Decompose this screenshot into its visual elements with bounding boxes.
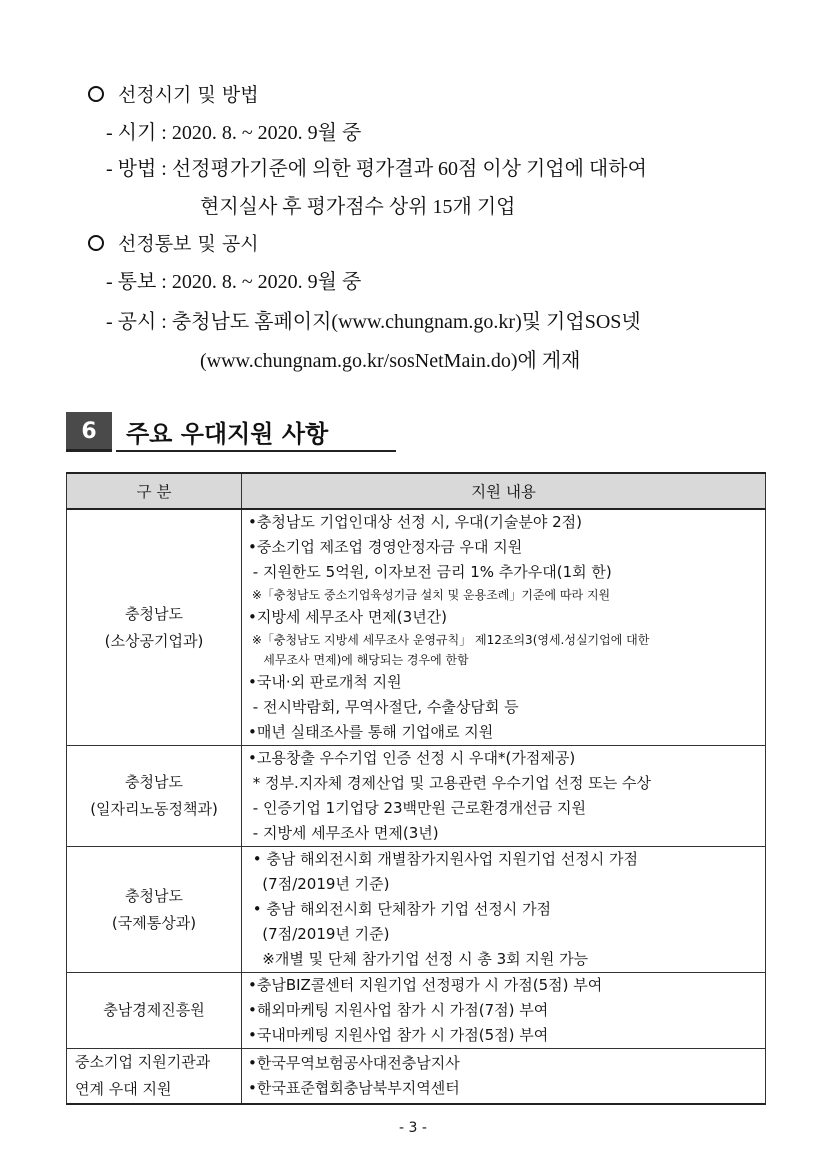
category-line: 중소기업 지원기관과 [75, 1053, 211, 1071]
row-category [67, 847, 242, 973]
section-underline [116, 450, 396, 452]
row-content [242, 973, 766, 1049]
category-line: 충청남도 [125, 604, 183, 623]
category-line: 충남경제진흥원 [103, 1001, 205, 1019]
content-line: - 인증기업 1기업당 23백만원 근로환경개선금 지원 [248, 799, 586, 817]
content-line: • 충남 해외전시회 단체참가 기업 선정시 가점 [248, 900, 552, 918]
intro-line-announce-cont: (www.chungnam.go.kr/sosNetMain.do)에 게재 [200, 350, 581, 372]
intro-bullet-notification: 선정통보 및 공시 [88, 229, 259, 256]
row-content [242, 1049, 766, 1105]
content-line: ※「충청남도 중소기업육성기금 설치 및 운용조례」기준에 따라 지원 [248, 588, 611, 602]
content-line: •지방세 세무조사 면제(3년간) [248, 608, 448, 626]
content-line: •한국표준협회충남북부지역센터 [248, 1079, 460, 1097]
table-row [67, 847, 766, 973]
content-line: * 정부.지자체 경제산업 및 고용관련 우수기업 선정 또는 수상 [248, 774, 651, 792]
content-line: •충청남도 기업인대상 선정 시, 우대(기술분야 2점) [248, 513, 583, 531]
category-line: 충청남도 [125, 886, 183, 905]
intro-line-period: - 시기 : 2020. 8. ~ 2020. 9월 중 [106, 122, 362, 144]
header-category: 구 분 [67, 473, 242, 509]
row-content [242, 847, 766, 973]
section-number: 6 [66, 412, 112, 452]
content-line: •국내마케팅 지원사업 참가 시 가점(5점) 부여 [248, 1026, 549, 1044]
category-line: (국제통상과) [111, 913, 197, 932]
header-content: 지원 내용 [242, 473, 766, 509]
content-line: •고용창출 우수기업 인증 선정 시 우대*(가점제공) [248, 749, 576, 767]
category-line: 충청남도 [125, 773, 183, 791]
content-line: ※개별 및 단체 참가기업 선정 시 총 3회 지원 가능 [248, 950, 589, 968]
row-content [242, 746, 766, 847]
section-title: 주요 우대지원 사항 [126, 420, 329, 448]
content-line: (7점/2019년 기준) [248, 875, 390, 893]
table-row [67, 973, 766, 1049]
content-line: •국내·외 판로개척 지원 [248, 673, 402, 691]
row-category [67, 509, 242, 746]
circle-bullet-icon [88, 86, 104, 102]
content-line: - 지원한도 5억원, 이자보전 금리 1% 추가우대(1회 한) [248, 563, 612, 581]
circle-bullet-icon [88, 235, 104, 251]
row-category [67, 973, 242, 1049]
content-line: •해외마케팅 지원사업 참가 시 가점(7점) 부여 [248, 1001, 549, 1019]
content-line: • 충남 해외전시회 개별참가지원사업 지원기업 선정시 가점 [248, 850, 638, 868]
content-line: •한국무역보험공사대전충남지사 [248, 1054, 460, 1072]
row-category [67, 1049, 242, 1105]
content-line: - 지방세 세무조사 면제(3년) [248, 824, 439, 842]
content-line: •중소기업 제조업 경영안정자금 우대 지원 [248, 538, 523, 556]
category-line: (일자리노동정책과) [90, 800, 218, 818]
row-category [67, 746, 242, 847]
category-line: 연계 우대 지원 [75, 1080, 172, 1098]
intro-line-announce: - 공시 : 충청남도 홈페이지(www.chungnam.go.kr)및 기업SOS넷 [106, 311, 641, 333]
support-table [66, 472, 766, 1105]
content-line: •매년 실태조사를 통해 기업애로 지원 [248, 723, 494, 741]
content-line: - 전시박람회, 무역사절단, 수출상담회 등 [248, 698, 519, 716]
category-line: (소상공기업과) [104, 631, 204, 650]
intro-line-method: - 방법 : 선정평가기준에 의한 평가결과 60점 이상 기업에 대하여 [106, 158, 647, 180]
content-line: 세무조사 면제)에 해당되는 경우에 한함 [248, 653, 469, 667]
content-line: •충남BIZ콜센터 지원기업 선정평가 시 가점(5점) 부여 [248, 976, 603, 994]
table-row [67, 746, 766, 847]
intro-line-method-cont: 현지실사 후 평가점수 상위 15개 기업 [200, 196, 516, 218]
page-number: - 3 - [399, 1120, 427, 1136]
content-line: (7점/2019년 기준) [248, 925, 390, 943]
intro-line-notice: - 통보 : 2020. 8. ~ 2020. 9월 중 [106, 271, 362, 293]
table-row [67, 509, 766, 746]
table-row [67, 1049, 766, 1105]
table-header-row [67, 473, 766, 509]
content-line: ※「충청남도 지방세 세무조사 운영규칙」 제12조의3(영세.성실기업에 대한 [248, 633, 650, 647]
intro-bullet-selection-period: 선정시기 및 방법 [88, 80, 259, 107]
row-content [242, 509, 766, 746]
